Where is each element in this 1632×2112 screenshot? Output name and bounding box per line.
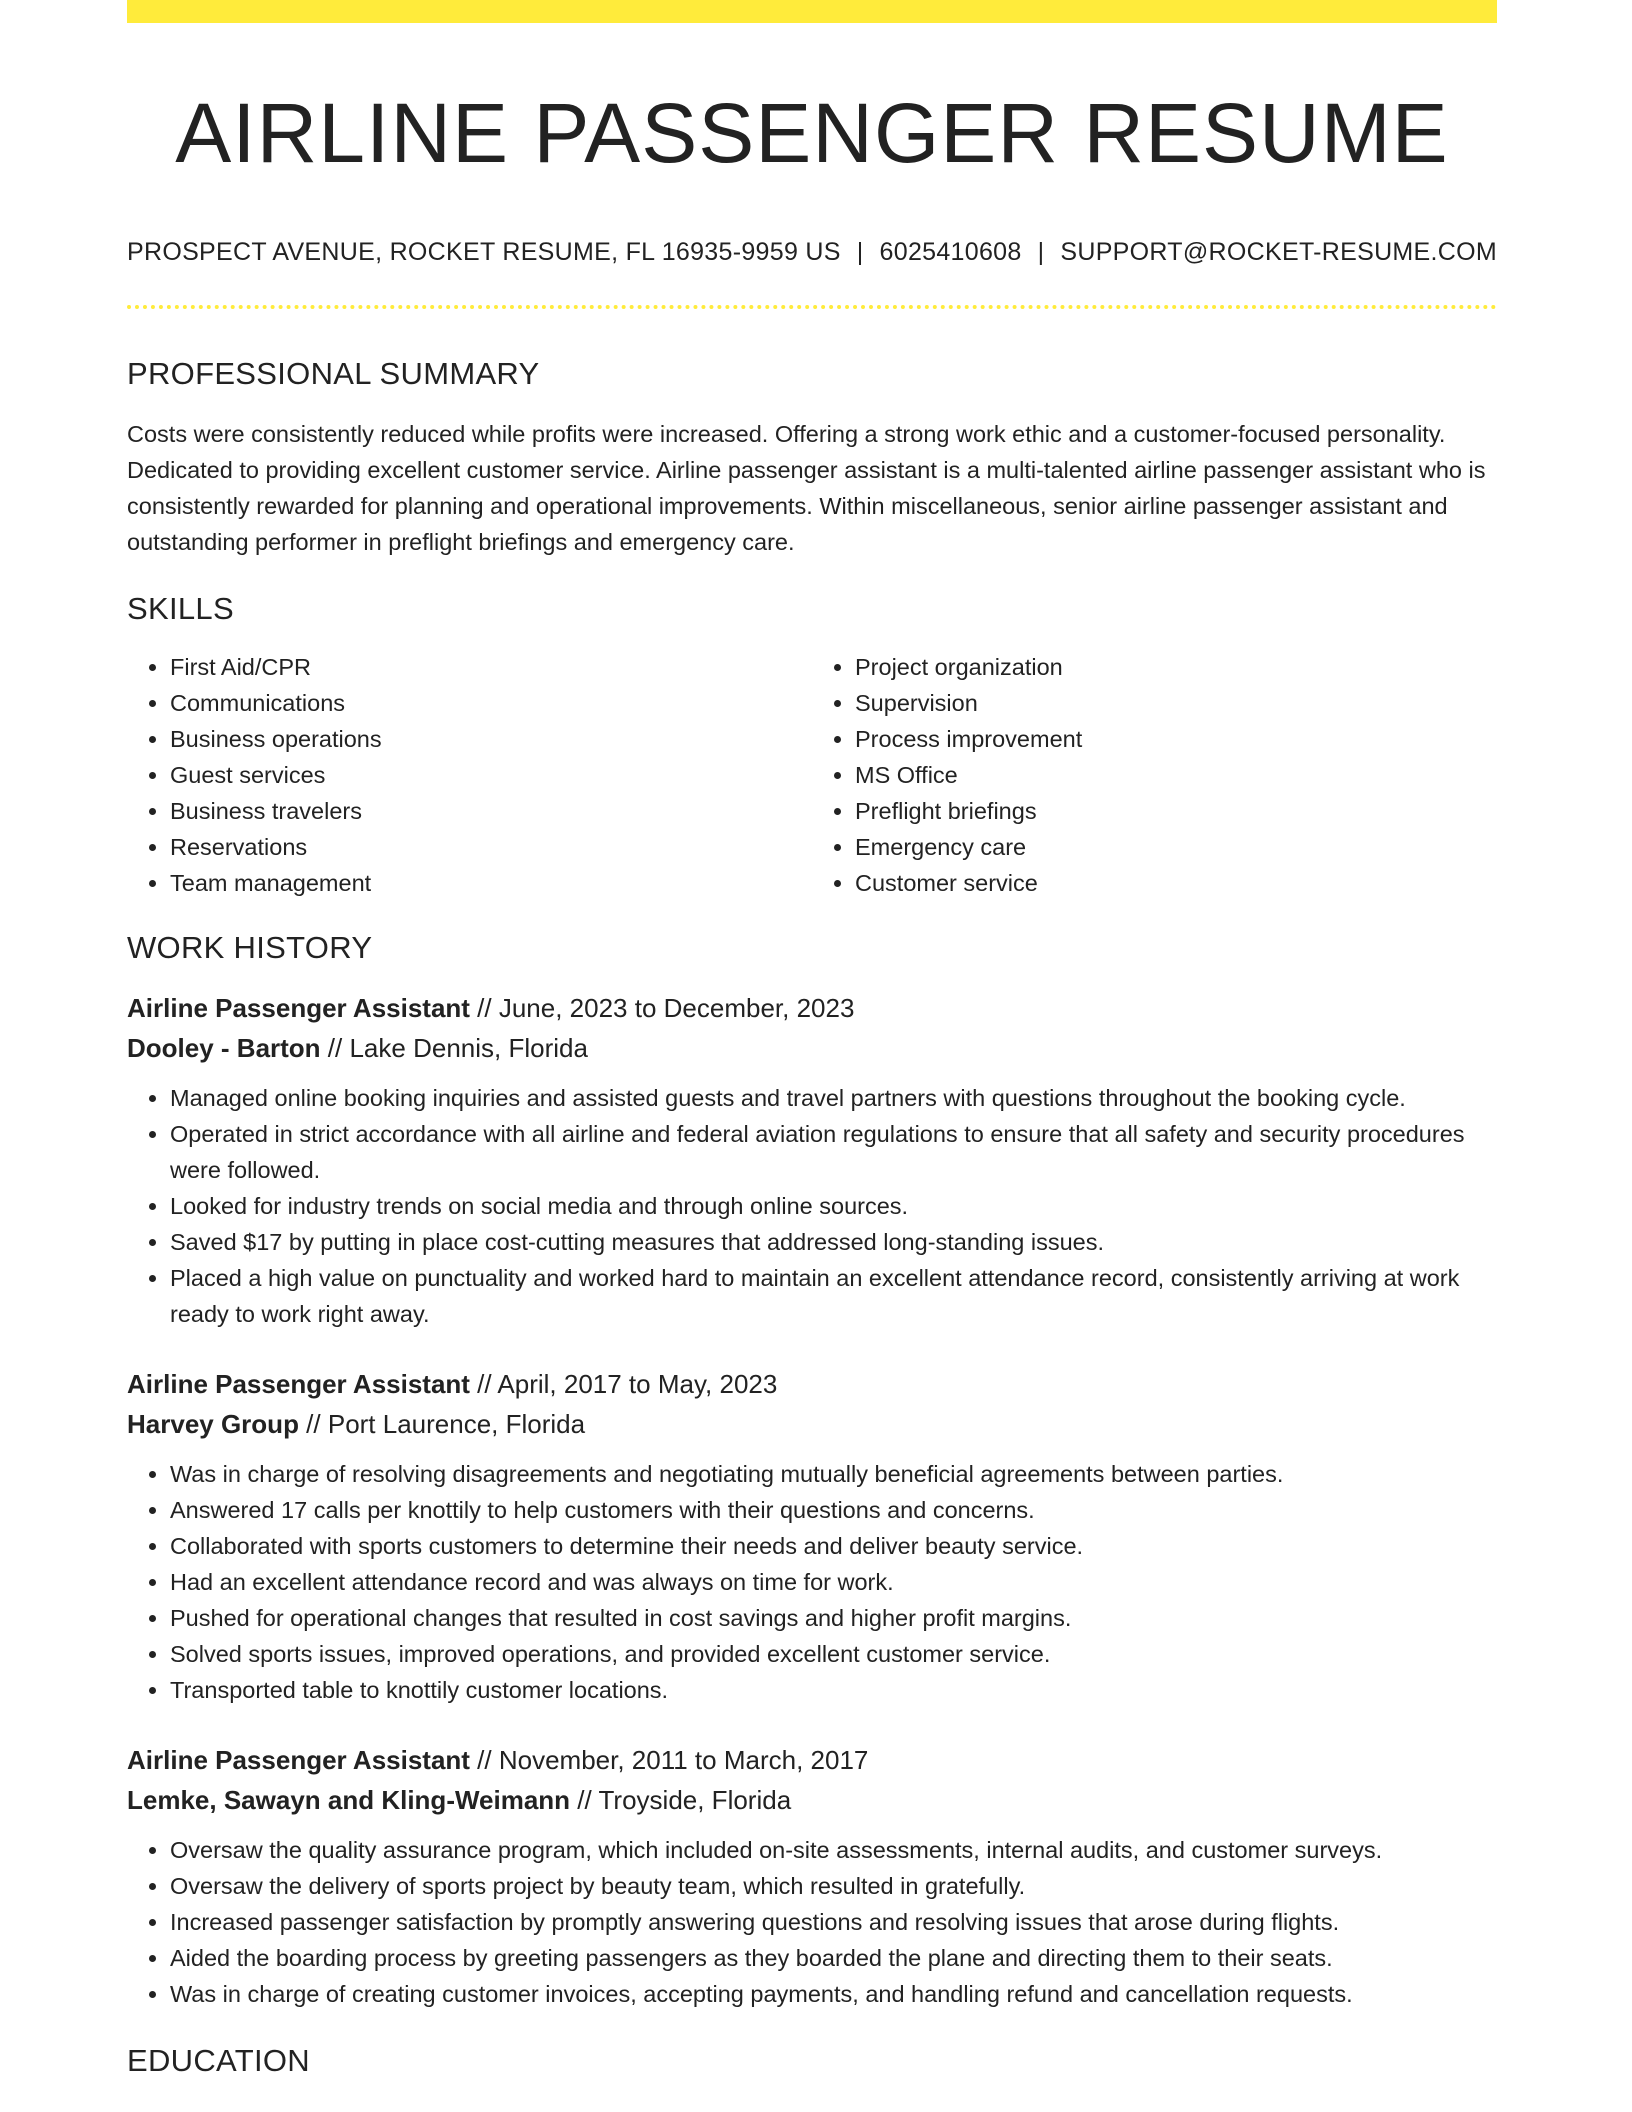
job-bullet: • Increased passenger satisfaction by promptly answering questions and resolving issues that arose during flights. bbox=[170, 1904, 1497, 1940]
job-bullet: • Was in charge of resolving disagreements and negotiating mutually beneficial agreements between parties. bbox=[170, 1456, 1497, 1492]
job-bullet: • Transported table to knottily customer locations. bbox=[170, 1672, 1497, 1708]
job-bullet: • Was in charge of creating customer invoices, accepting payments, and handling refund and cancellation requests. bbox=[170, 1976, 1497, 2012]
skill-item: • Communications bbox=[170, 685, 812, 721]
job-bullet: • Managed online booking inquiries and assisted guests and travel partners with questions throughout the booking cycle. bbox=[170, 1080, 1497, 1116]
skill-item: • Guest services bbox=[170, 757, 812, 793]
job-title: Airline Passenger Assistant bbox=[127, 1745, 470, 1776]
top-accent-bar bbox=[127, 0, 1497, 23]
job-company: Harvey Group bbox=[127, 1409, 299, 1440]
job-dates: // April, 2017 to May, 2023 bbox=[469, 1369, 778, 1400]
job-entry bbox=[127, 1364, 1497, 1708]
job-location: // Troyside, Florida bbox=[570, 1785, 792, 1816]
skills-left-list bbox=[127, 649, 812, 901]
job-bullet: • Solved sports issues, improved operations, and provided excellent customer service. bbox=[170, 1636, 1497, 1672]
work-history-heading: WORK HISTORY bbox=[127, 930, 373, 966]
job-title-line bbox=[127, 1740, 1497, 1780]
job-bullet: • Aided the boarding process by greeting passengers as they boarded the plane and directing them to their seats. bbox=[170, 1940, 1497, 1976]
contact-email: SUPPORT@ROCKET-RESUME.COM bbox=[1060, 237, 1498, 266]
job-title: Airline Passenger Assistant bbox=[127, 1369, 470, 1400]
job-bullets bbox=[127, 1080, 1497, 1332]
job-bullet: • Pushed for operational changes that resulted in cost savings and higher profit margins. bbox=[170, 1600, 1497, 1636]
skills-section bbox=[127, 590, 1497, 901]
work-history-section bbox=[127, 929, 1497, 2012]
skills-columns bbox=[127, 649, 1497, 901]
skill-item: • Emergency care bbox=[855, 829, 1497, 865]
skill-item: • Process improvement bbox=[855, 721, 1497, 757]
education-section bbox=[127, 2042, 1497, 2079]
summary-section bbox=[127, 355, 1497, 560]
job-company-line bbox=[127, 1404, 1497, 1444]
job-title-line bbox=[127, 1364, 1497, 1404]
skill-item: • Preflight briefings bbox=[855, 793, 1497, 829]
job-dates: // November, 2011 to March, 2017 bbox=[469, 1745, 869, 1776]
skill-item: • Project organization bbox=[855, 649, 1497, 685]
job-company: Lemke, Sawayn and Kling-Weimann bbox=[127, 1785, 571, 1816]
job-dates: // June, 2023 to December, 2023 bbox=[469, 993, 855, 1024]
resume-title: AIRLINE PASSENGER RESUME bbox=[175, 86, 1449, 180]
skill-item: • MS Office bbox=[855, 757, 1497, 793]
job-bullet: • Oversaw the delivery of sports project by beauty team, which resulted in gratefully. bbox=[170, 1868, 1497, 1904]
job-location: // Port Laurence, Florida bbox=[298, 1409, 586, 1440]
contact-separator: | bbox=[856, 237, 864, 266]
education-heading: EDUCATION bbox=[127, 2043, 310, 2079]
job-company-line bbox=[127, 1780, 1497, 1820]
contact-separator: | bbox=[1037, 237, 1045, 266]
job-bullet: • Looked for industry trends on social media and through online sources. bbox=[170, 1188, 1497, 1224]
job-bullet: • Answered 17 calls per knottily to help customers with their questions and concerns. bbox=[170, 1492, 1497, 1528]
summary-text: Costs were consistently reduced while profits were increased. Offering a strong work ethic and a customer-focused personality. Dedicated to providing excellent customer service. Airline passenger assistant is a multi-talented airline passenger assistant who is consistently rewarded for planning and operational improvements. Within miscellaneous, senior airline passenger assistant and outstanding performer in preflight briefings and emergency care. bbox=[127, 420, 1486, 555]
summary-heading: PROFESSIONAL SUMMARY bbox=[127, 355, 540, 391]
job-bullets bbox=[127, 1832, 1497, 2012]
job-bullet: • Oversaw the quality assurance program, which included on-site assessments, internal audits, and customer surveys. bbox=[170, 1832, 1497, 1868]
skill-item: • Business operations bbox=[170, 721, 812, 757]
skill-item: • Business travelers bbox=[170, 793, 812, 829]
dotted-divider bbox=[127, 305, 1497, 309]
job-bullet: • Operated in strict accordance with all airline and federal aviation regulations to ensure that all safety and security procedures were followed. bbox=[170, 1116, 1497, 1188]
skills-heading: SKILLS bbox=[127, 590, 234, 626]
job-bullet: • Collaborated with sports customers to determine their needs and deliver beauty service. bbox=[170, 1528, 1497, 1564]
skill-item: • Customer service bbox=[855, 865, 1497, 901]
resume-page bbox=[127, 0, 1497, 2080]
job-company-line bbox=[127, 1028, 1497, 1068]
skill-item: • Supervision bbox=[855, 685, 1497, 721]
contact-line bbox=[127, 238, 1497, 267]
job-bullets bbox=[127, 1456, 1497, 1708]
contact-phone: 6025410608 bbox=[879, 237, 1022, 266]
job-company: Dooley - Barton bbox=[127, 1033, 321, 1064]
job-title: Airline Passenger Assistant bbox=[127, 993, 470, 1024]
contact-address: PROSPECT AVENUE, ROCKET RESUME, FL 16935-9959 US bbox=[127, 237, 841, 266]
job-title-line bbox=[127, 988, 1497, 1028]
job-location: // Lake Dennis, Florida bbox=[320, 1033, 588, 1064]
skills-right-list bbox=[812, 649, 1497, 901]
skill-item: • Reservations bbox=[170, 829, 812, 865]
job-entry bbox=[127, 988, 1497, 1332]
job-entry bbox=[127, 1740, 1497, 2012]
job-bullet: • Had an excellent attendance record and was always on time for work. bbox=[170, 1564, 1497, 1600]
skill-item: • Team management bbox=[170, 865, 812, 901]
job-bullet: • Placed a high value on punctuality and worked hard to maintain an excellent attendance record, consistently arriving at work ready to work right away. bbox=[170, 1260, 1497, 1332]
job-bullet: • Saved $17 by putting in place cost-cutting measures that addressed long-standing issues. bbox=[170, 1224, 1497, 1260]
skill-item: • First Aid/CPR bbox=[170, 649, 812, 685]
